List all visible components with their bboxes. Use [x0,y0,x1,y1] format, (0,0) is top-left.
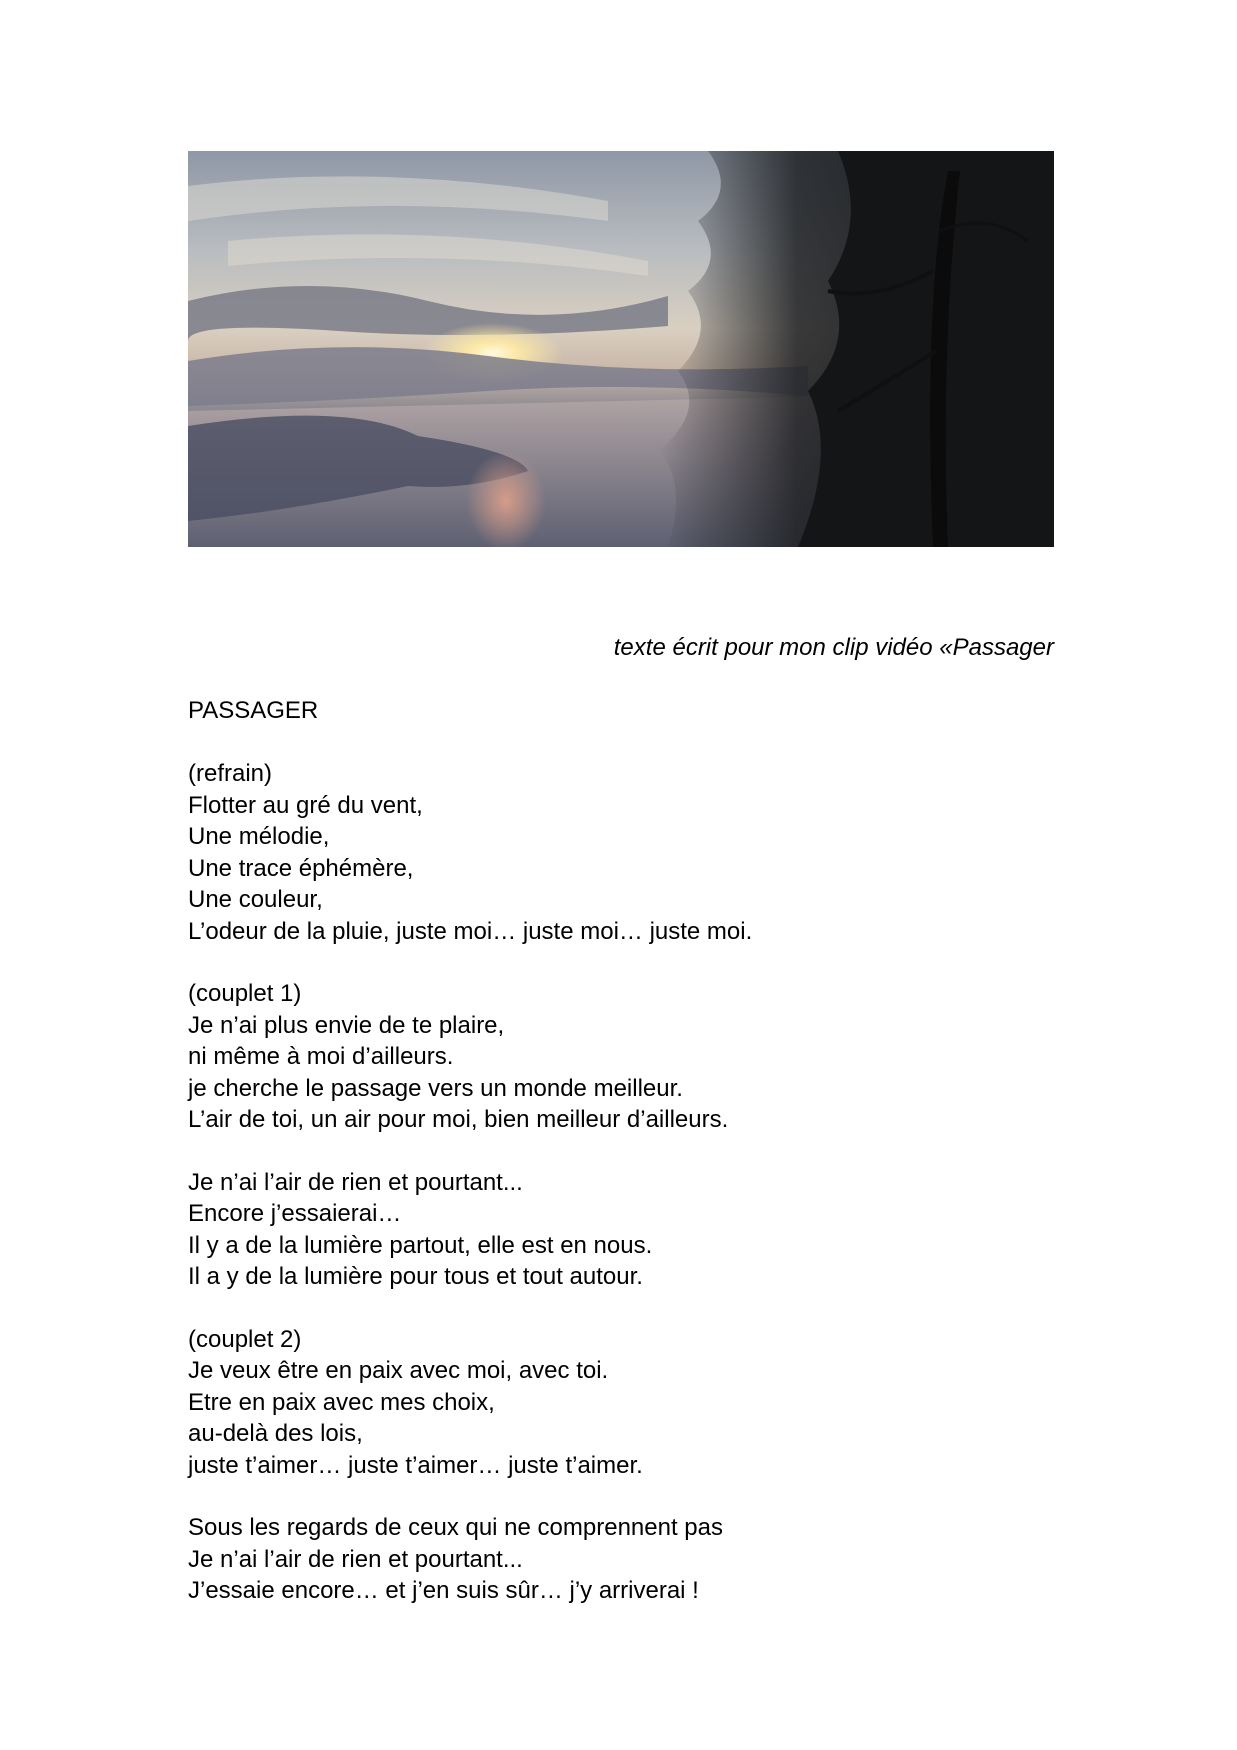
lyric-line: Sous les regards de ceux qui ne comprennent pas [188,1514,723,1541]
lyrics [188,758,1048,1638]
lyric-line: (couplet 2) [188,1325,302,1353]
lyric-line: Encore j’essaierai… [188,1200,402,1227]
lyric-line: (refrain) [188,760,273,787]
lyric-line: au-delà des lois, [188,1420,363,1447]
lyric-line: L’odeur de la pluie, juste moi… juste moi… juste moi. [188,917,753,945]
lyric-line: Une mélodie, [188,823,330,850]
stanza-couplet-2 [188,1324,1048,1482]
page-title: PASSAGER [188,697,319,724]
lyric-line: J’essaie encore… et j’en suis sûr… j’y arriverai ! [188,1577,699,1604]
stanza-couplet-1 [188,978,1048,1136]
lyric-line: juste t’aimer… juste t’aimer… juste t’aimer. [188,1451,643,1479]
lyric-line: Je n’ai l’air de rien et pourtant... [188,1168,523,1196]
lyric-line: Flotter au gré du vent, [188,791,423,819]
lyric-line: L’air de toi, un air pour moi, bien meilleur d’ailleurs. [188,1106,729,1133]
lyric-line: je cherche le passage vers un monde meilleur. [188,1074,683,1102]
header-photo [188,151,1054,547]
stanza-couplet-1-continued [188,1167,1048,1293]
lyric-line: Je n’ai plus envie de te plaire, [188,1011,505,1039]
stanza-couplet-2-continued [188,1512,1048,1607]
stanza-refrain [188,758,1048,947]
lyric-line: (couplet 1) [188,980,302,1007]
lyric-line: Je n’ai l’air de rien et pourtant... [188,1545,523,1573]
lyric-line: Je veux être en paix avec moi, avec toi. [188,1357,609,1384]
subtitle-caption: texte écrit pour mon clip vidéo «Passager [613,634,1054,661]
lyric-line: Une trace éphémère, [188,854,414,882]
lyric-line: Il a y de la lumière pour tous et tout autour. [188,1263,643,1290]
lyric-line: Etre en paix avec mes choix, [188,1388,495,1416]
lyric-line: Une couleur, [188,886,323,913]
lyric-line: Il y a de la lumière partout, elle est en nous. [188,1231,653,1259]
lyric-line: ni même à moi d’ailleurs. [188,1043,454,1070]
